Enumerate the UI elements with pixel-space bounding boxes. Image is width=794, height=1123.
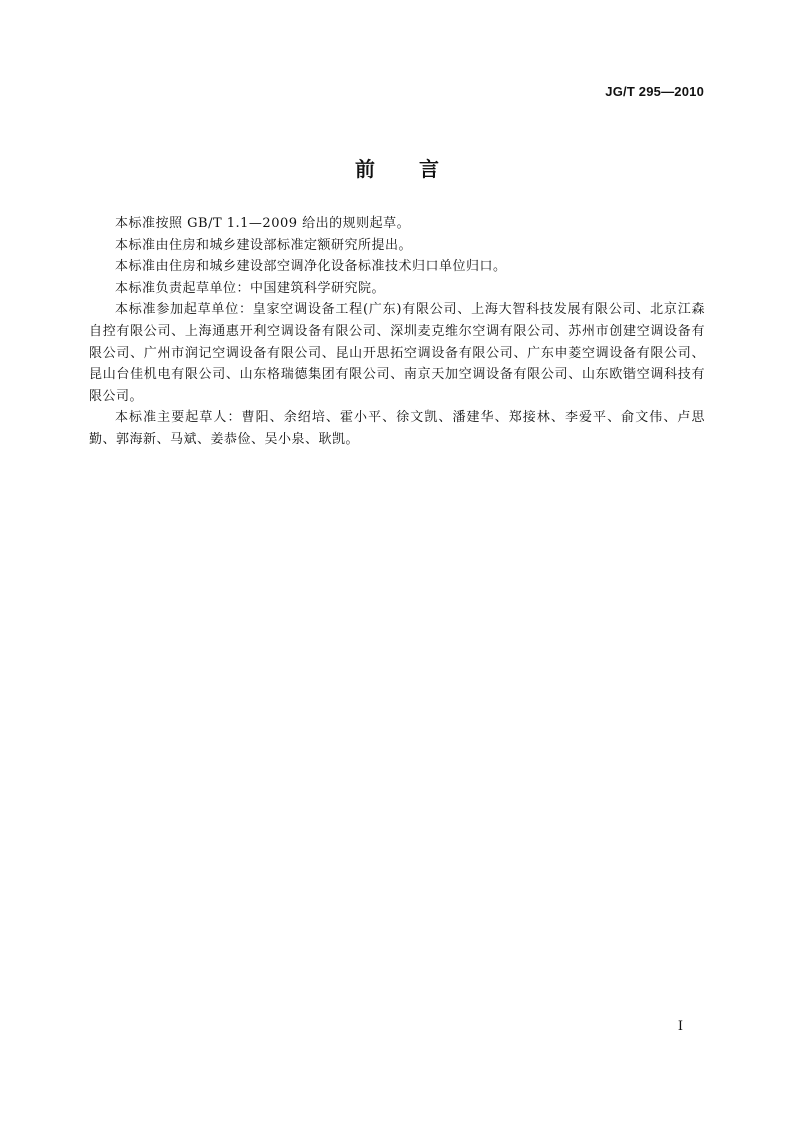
paragraph-lead-drafter: 本标准负责起草单位：中国建筑科学研究院。 [115, 280, 386, 296]
paragraph-technical-unit: 本标准由住房和城乡建设部空调净化设备标准技术归口单位归口。 [115, 259, 507, 275]
page-number: I [677, 1019, 683, 1034]
page-title: 前言 [355, 157, 483, 181]
paragraph-proposer: 本标准由住房和城乡建设部标准定额研究所提出。 [115, 237, 413, 253]
paragraph-main-drafters: 本标准主要起草人：曹阳、余绍培、霍小平、徐文凯、潘建华、郑接林、李爱平、俞文伟、卢思勤、郭海新、马斌、姜恭俭、吴小泉、耿凯。 [89, 410, 705, 447]
paragraph-participating-units: 本标准参加起草单位：皇家空调设备工程(广东)有限公司、上海大智科技发展有限公司、北京江森自控有限公司、上海通惠开利空调设备有限公司、深圳麦克维尔空调有限公司、苏州市创建空调设备有限公司、广州市润记空调设备有限公司、昆山开思拓空调设备有限公司、广东申菱空调设备有限公司、昆山台佳机电有限公司、山东格瑞德集团有限公司、南京天加空调设备有限公司、山东欧锴空调科技有限公司。 [89, 302, 705, 404]
foreword-body [89, 213, 705, 451]
standard-number: JG/T 295—2010 [605, 84, 704, 99]
paragraph-drafting-rules: 本标准按照 GB/T 1.1—2009 给出的规则起草。 [115, 216, 411, 231]
